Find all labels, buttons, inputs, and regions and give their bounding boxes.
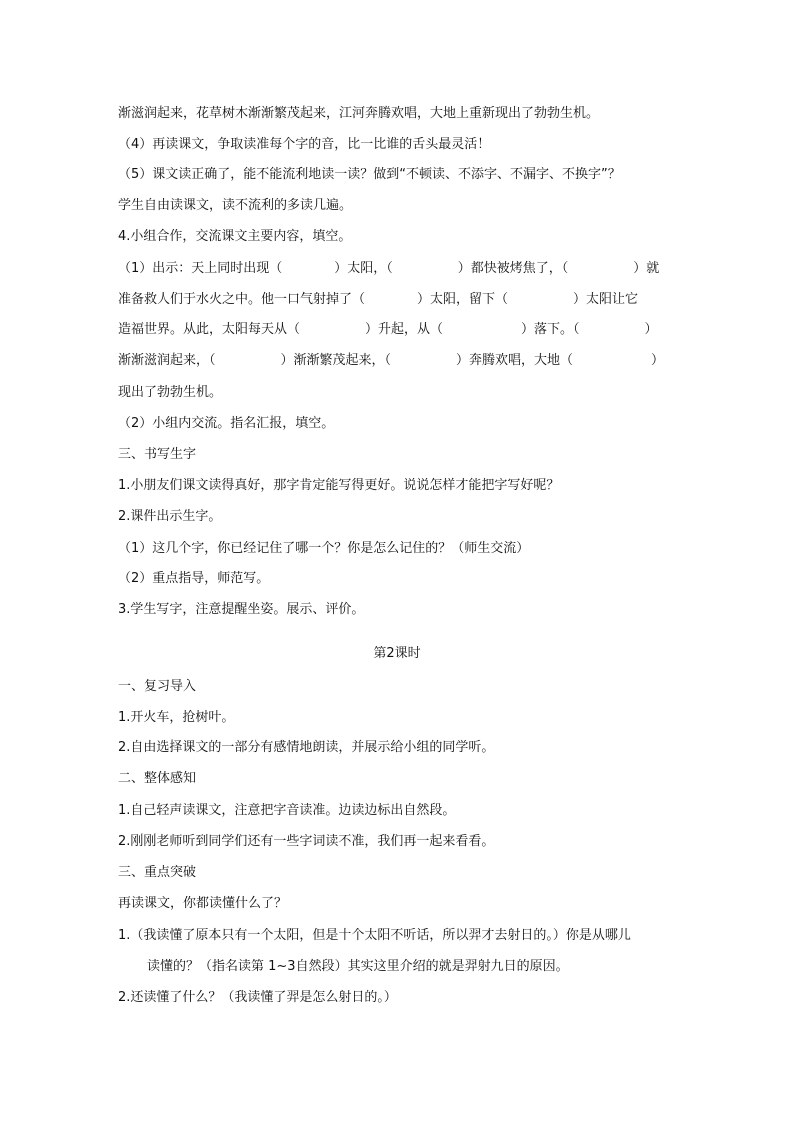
section-heading: 二、整体感知	[118, 771, 197, 786]
fill-blank-line: 造福世界。从此，太阳每天从（ ）升起，从（ ）落下。（ ）	[118, 322, 658, 337]
fill-blank-line: 渐渐滋润起来，（ ）渐渐繁茂起来，（ ）奔腾欢唱，大地（ ）	[118, 353, 665, 368]
text-line: （4）再读课文，争取读准每个字的音，比一比谁的舌头最灵活！	[118, 137, 491, 152]
section-heading: 一、复习导入	[118, 679, 197, 694]
lesson-title: 第2课时	[373, 646, 421, 661]
text-line: （1）这几个字，你已经记住了哪一个？你是怎么记住的？（师生交流）	[118, 541, 530, 556]
text-line: 现出了勃勃生机。	[118, 385, 223, 400]
section-heading: 三、书写生字	[118, 447, 197, 462]
text-line: （2）重点指导，师范写。	[118, 571, 270, 586]
fill-blank-line: （1）出示：天上同时出现（ ）太阳，（ ）都快被烤焦了，（ ）就	[118, 261, 660, 276]
text-line: 2.课件出示生字。	[118, 509, 222, 524]
text-line: 1.小朋友们课文读得真好，那字肯定能写得更好。说说怎样才能把字写好呢？	[118, 478, 560, 493]
text-line: 2.还读懂了什么？（我读懂了羿是怎么射日的。）	[118, 990, 397, 1005]
text-line: 4.小组合作，交流课文主要内容，填空。	[118, 229, 352, 244]
text-line: 渐滋润起来，花草树木渐渐繁茂起来，江河奔腾欢唱，大地上重新现出了勃勃生机。	[118, 106, 600, 121]
text-line: （2）小组内交流。指名汇报，填空。	[118, 416, 335, 431]
fill-blank-line: 准备救人们于水火之中。他一口气射掉了（ ）太阳，留下（ ）太阳让它	[118, 292, 639, 307]
section-heading: 三、重点突破	[118, 865, 197, 880]
text-line: 1.开火车，抢树叶。	[118, 710, 235, 725]
text-line: 学生自由读课文，读不流利的多读几遍。	[118, 198, 353, 213]
text-line: 2.刚刚老师听到同学们还有一些字词读不准，我们再一起来看看。	[118, 834, 495, 849]
text-line: 2.自由选择课文的一部分有感情地朗读，并展示给小组的同学听。	[118, 740, 495, 755]
text-line: 1.自己轻声读课文，注意把字音读准。边读边标出自然段。	[118, 803, 456, 818]
text-line: 再读课文，你都读懂什么了？	[118, 896, 288, 911]
text-line: （5）课文读正确了，能不能流利地读一读？做到“不顿读、不添字、不漏字、不换字”？	[118, 167, 621, 182]
text-line: 3.学生写字，注意提醒坐姿。展示、评价。	[118, 602, 365, 617]
text-line: 读懂的？（指名读第 1~3自然段）其实这里介绍的就是羿射九日的原因。	[147, 959, 569, 974]
text-line: 1.（我读懂了原本只有一个太阳，但是十个太阳不听话，所以羿才去射日的。）你是从哪儿	[118, 928, 631, 943]
